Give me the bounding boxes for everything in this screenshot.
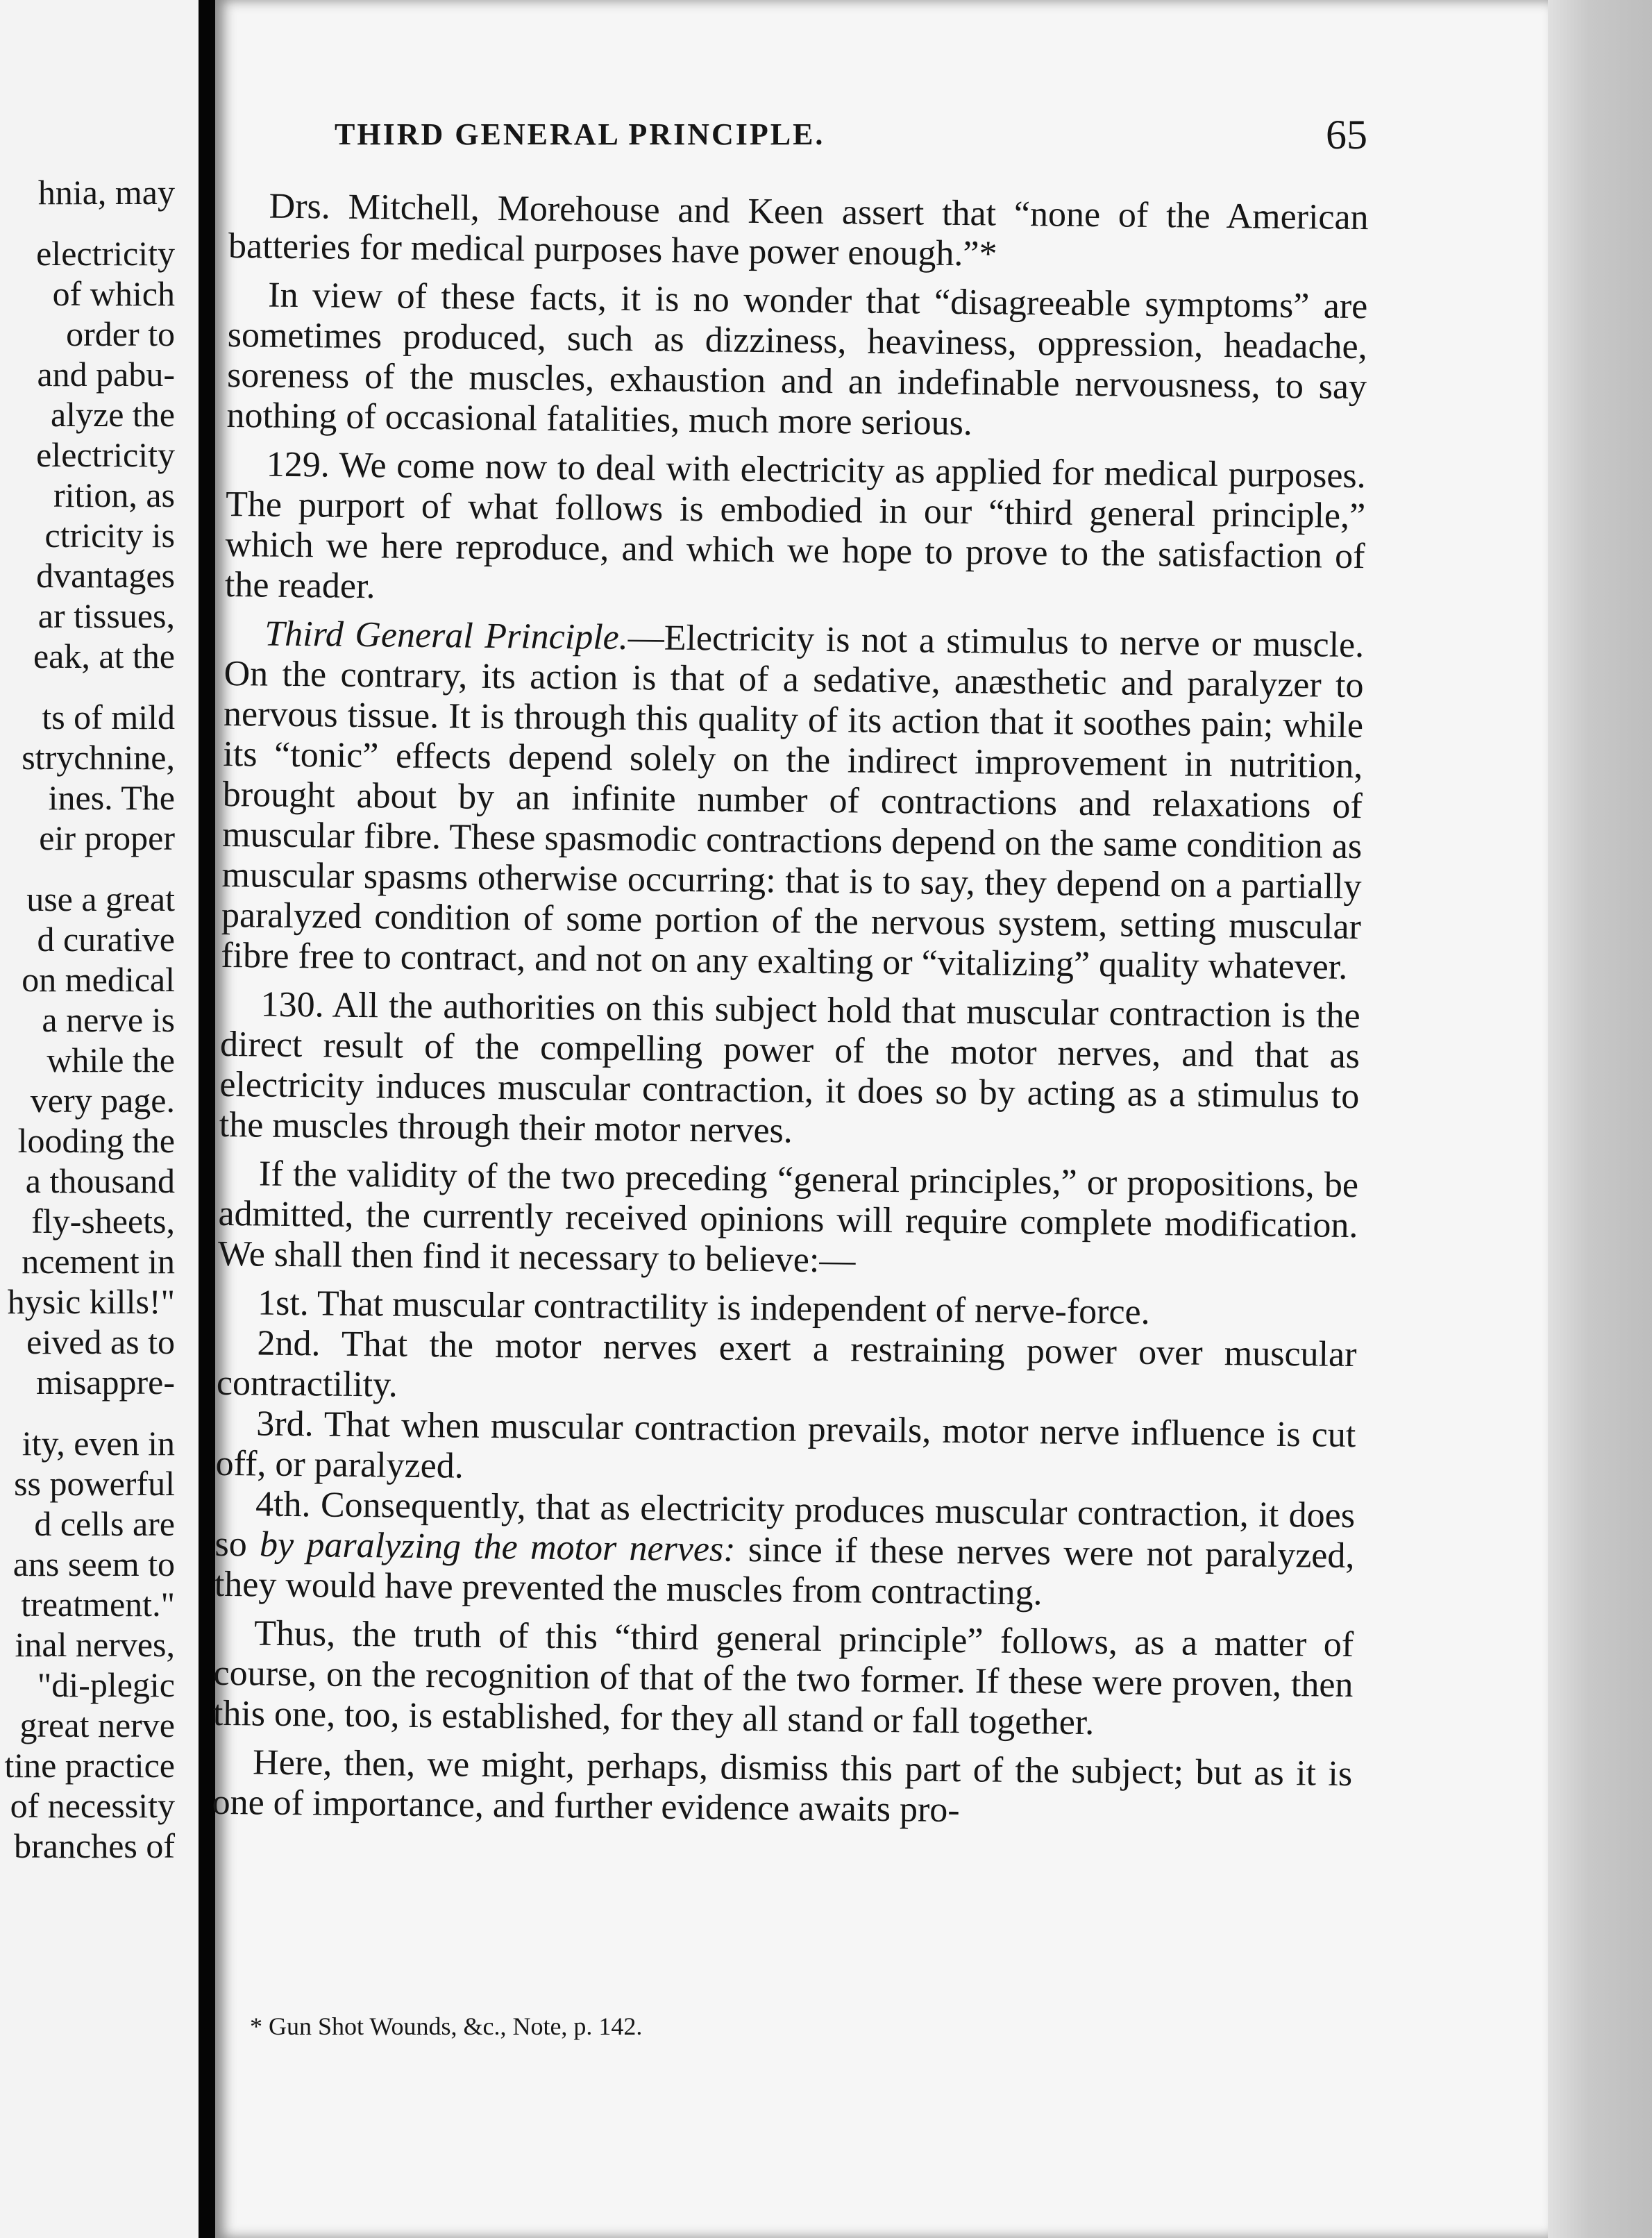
facing-page-line: eir proper xyxy=(39,818,175,857)
facing-page-line: electricity xyxy=(36,435,175,474)
paragraph-third-principle xyxy=(221,614,1364,988)
footnote-text: Gun Shot Wounds, &c., Note, p. 142. xyxy=(269,2012,643,2040)
facing-page-line: dvantages xyxy=(36,556,175,595)
facing-page-line: treatment." xyxy=(21,1585,175,1624)
facing-page-line: misappre- xyxy=(36,1363,175,1402)
facing-page-line: rition, as xyxy=(53,476,175,514)
principle-heading: Third General Principle. xyxy=(264,614,629,658)
facing-page-line: tine practice xyxy=(4,1746,175,1785)
facing-page-line: ans seem to xyxy=(12,1545,175,1583)
facing-page-line: ncement in xyxy=(22,1242,175,1281)
facing-page-line: ts of mild xyxy=(42,698,175,737)
paragraph: If the validity of the two preceding “general principles,” or propositions, be admitted, the currently received opinions will require complete modification. We shall then find it necessary to believe:— xyxy=(217,1154,1359,1281)
paragraph: In view of these facts, it is no wonder that “disagreeable symptoms” are sometimes produced, such as dizziness, heaviness, oppression, headache, soreness of the muscles, exhaustion and an indefinable nervousness, to say nothing of occasional fatalities, much more serious. xyxy=(226,275,1368,444)
page-number: 65 xyxy=(1326,112,1367,158)
footnote xyxy=(250,2012,642,2041)
facing-page-line: inal nerves, xyxy=(15,1625,175,1664)
facing-page-line: alyze the xyxy=(50,395,175,434)
facing-page-line: and pabu- xyxy=(37,355,175,394)
paragraph: Here, then, we might, perhaps, dismiss this part of the subject; but as it is one of importance, and further evidence awaits pro- xyxy=(212,1742,1353,1831)
facing-page-line: strychnine, xyxy=(22,738,175,777)
facing-page-line: on medical xyxy=(22,960,175,999)
list-item-4-text-a: 4th. Consequently, that as electricity produces muscular contraction, it does so xyxy=(214,1484,1356,1565)
list-item-4-italic: by paralyzing the motor nerves: xyxy=(259,1524,736,1570)
facing-page-line: a thousand xyxy=(25,1161,175,1200)
facing-page-line: branches of xyxy=(14,1826,175,1865)
facing-page-line: eived as to xyxy=(26,1322,175,1361)
facing-page-line: hnia, may xyxy=(37,173,175,212)
list-item-4 xyxy=(214,1484,1356,1617)
facing-page-line: electricity xyxy=(36,234,175,273)
facing-page-line: ines. The xyxy=(48,778,175,817)
facing-page-line: d curative xyxy=(37,920,175,959)
body-text xyxy=(212,186,1369,1843)
principle-text: —Electricity is not a stimulus to nerve or muscle. On the contrary, its action is that of a sedative, anæsthetic and paralyzer to nervous tissue. It is through this quality of its action that it soothes pain; while its “tonic” effects depend solely on the indirect improvement in nutrition, brought about by an infinite number of contractions and relaxations of muscular fibre. These spasmodic contractions depend on the same condition as muscular spasms otherwise occurring: that is to say, they depend on a partially paralyzed condition of some portion of the nervous system, setting muscular fibre free to contract, and not on any exalting or “vitalizing” quality whatever. xyxy=(221,618,1365,987)
paragraph: Drs. Mitchell, Morehouse and Keen assert that “none of the American batteries for medical purposes have power enough.”* xyxy=(228,186,1369,274)
facing-page-line: of which xyxy=(52,274,175,313)
facing-page-line: of necessity xyxy=(10,1786,175,1825)
facing-page-fragment xyxy=(0,0,199,2238)
facing-page-line: great nerve xyxy=(19,1706,175,1744)
facing-page-line: ss powerful xyxy=(14,1464,175,1503)
paragraph-129: 129. We come now to deal with electricity as applied for medical purposes. The purport of what follows is embodied in our “third general principle,” which we here reproduce, and which we hope to prove to the satisfaction of the reader. xyxy=(224,444,1367,607)
paragraph-130: 130. All the authorities on this subject hold that muscular contraction is the direct result of the compelling power of the motor nerves, and that as electricity induces muscular contraction, it does so by acting as a stimulus to the muscles through their motor nerves. xyxy=(219,984,1360,1151)
facing-page-line: ar tissues, xyxy=(37,596,175,635)
page-edge xyxy=(1548,0,1652,2238)
facing-page-line: order to xyxy=(66,314,175,353)
list-item-2: 2nd. That the motor nerves exert a restraining power over muscular contractility. xyxy=(216,1323,1357,1405)
list-item-1: 1st. That muscular contractility is independent of nerve-force. xyxy=(257,1283,1150,1332)
facing-page-line: "di-plegic xyxy=(37,1665,175,1704)
list-item-3: 3rd. That when muscular contraction prevails, motor nerve influence is cut off, or paralyzed. xyxy=(215,1404,1356,1486)
facing-page-line: use a great xyxy=(26,880,175,918)
facing-page-line: a nerve is xyxy=(42,1000,175,1039)
footnote-marker: * xyxy=(250,2012,262,2040)
list-item-4-text-b: since if these nerves were not paralyzed, they would have prevented the muscles from contracting. xyxy=(214,1529,1355,1613)
running-head: THIRD GENERAL PRINCIPLE. xyxy=(335,117,825,151)
facing-page-line: while the xyxy=(47,1041,175,1079)
facing-page-line: ctricity is xyxy=(44,516,175,555)
facing-page-line: d cells are xyxy=(34,1504,175,1543)
facing-page-line: fly-sheets, xyxy=(31,1202,175,1240)
paragraph: Thus, the truth of this “third general principle” follows, as a matter of course, on the recognition of that of the two former. If these were proven, then this one, too, is established, for they all stand or fall together. xyxy=(212,1613,1354,1743)
facing-page-line: ity, even in xyxy=(22,1424,175,1463)
facing-page-line: hysic kills!" xyxy=(7,1282,175,1321)
facing-page-line: looding the xyxy=(17,1121,175,1160)
facing-page-line: very page. xyxy=(30,1081,175,1120)
facing-page-line: eak, at the xyxy=(33,637,175,675)
